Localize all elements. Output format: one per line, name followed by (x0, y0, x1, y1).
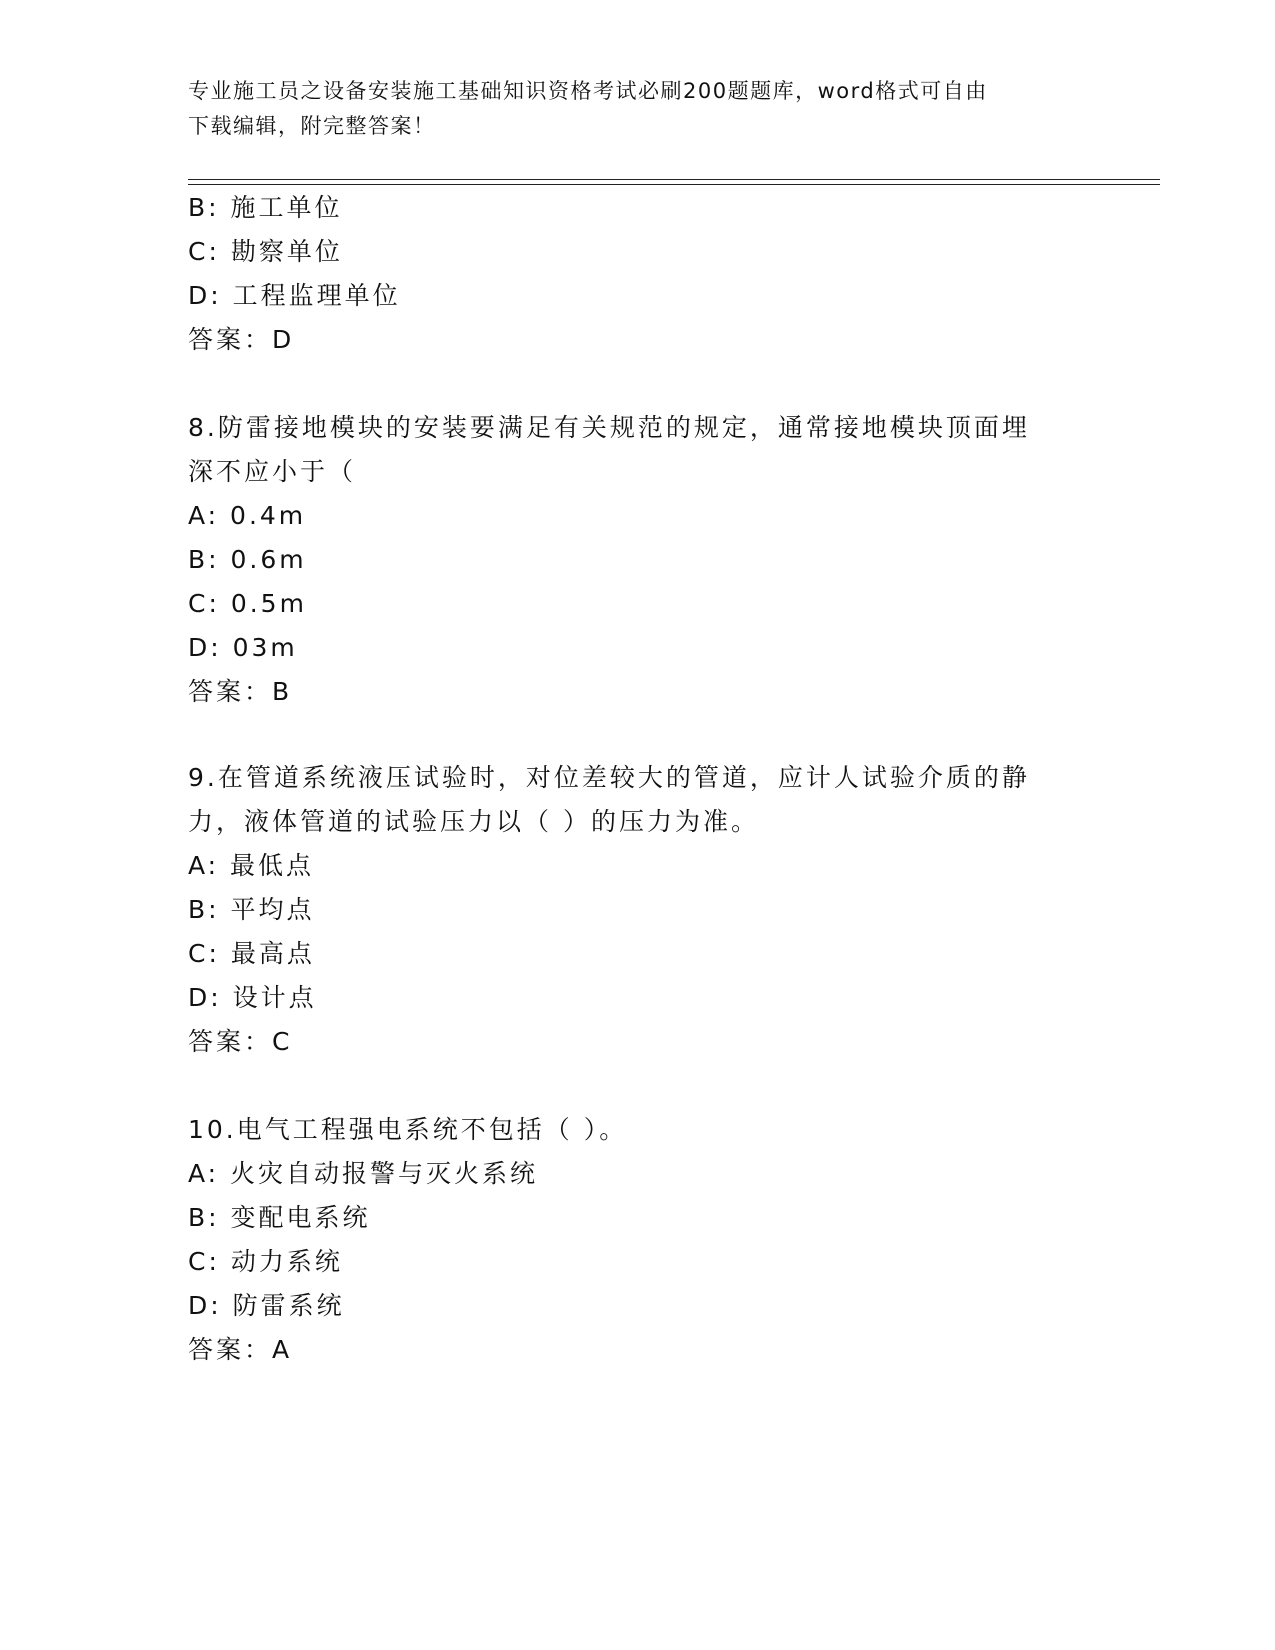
q9-option-d: D: 设计点 (188, 983, 317, 1012)
q10-option-a: A: 火灾自动报警与灭火系统 (188, 1159, 539, 1188)
q10-option-d: D: 防雷系统 (188, 1291, 345, 1320)
q10-stem: 10.电气工程强电系统不包括（ ）。 (188, 1115, 628, 1144)
q8-option-d: D: 03m (188, 633, 298, 662)
q9-option-b: B: 平均点 (188, 895, 315, 924)
q10-option-b: B: 变配电系统 (188, 1203, 371, 1232)
q9-stem-line-1: 9.在管道系统液压试验时，对位差较大的管道，应计人试验介质的静 (188, 763, 1030, 792)
q7-option-c: C: 勘察单位 (188, 237, 343, 266)
q8-option-b: B: 0.6m (188, 545, 307, 574)
q8-answer: 答案：B (188, 677, 293, 706)
q8-stem-line-1: 8.防雷接地模块的安装要满足有关规范的规定，通常接地模块顶面埋 (188, 413, 1030, 442)
q10-answer: 答案：A (188, 1335, 293, 1364)
q10-option-c: C: 动力系统 (188, 1247, 343, 1276)
header-line-1: 专业施工员之设备安装施工基础知识资格考试必刷200题题库，word格式可自由 (188, 79, 988, 103)
q9-answer: 答案：C (188, 1027, 293, 1056)
header-line-2: 下载编辑，附完整答案！ (188, 114, 436, 138)
q8-option-a: A: 0.4m (188, 501, 307, 530)
q8-option-c: C: 0.5m (188, 589, 307, 618)
q7-option-d: D: 工程监理单位 (188, 281, 401, 310)
q9-stem-line-2: 力，液体管道的试验压力以（ ）的压力为准。 (188, 807, 759, 836)
q9-option-a: A: 最低点 (188, 851, 315, 880)
document-header (188, 74, 1088, 144)
q7-answer: 答案：D (188, 325, 295, 354)
header-divider-bottom (188, 184, 1160, 185)
q8-stem-line-2: 深不应小于（ (188, 457, 357, 486)
q9-option-c: C: 最高点 (188, 939, 315, 968)
q7-option-b: B: 施工单位 (188, 193, 343, 222)
header-divider-top (188, 179, 1160, 180)
